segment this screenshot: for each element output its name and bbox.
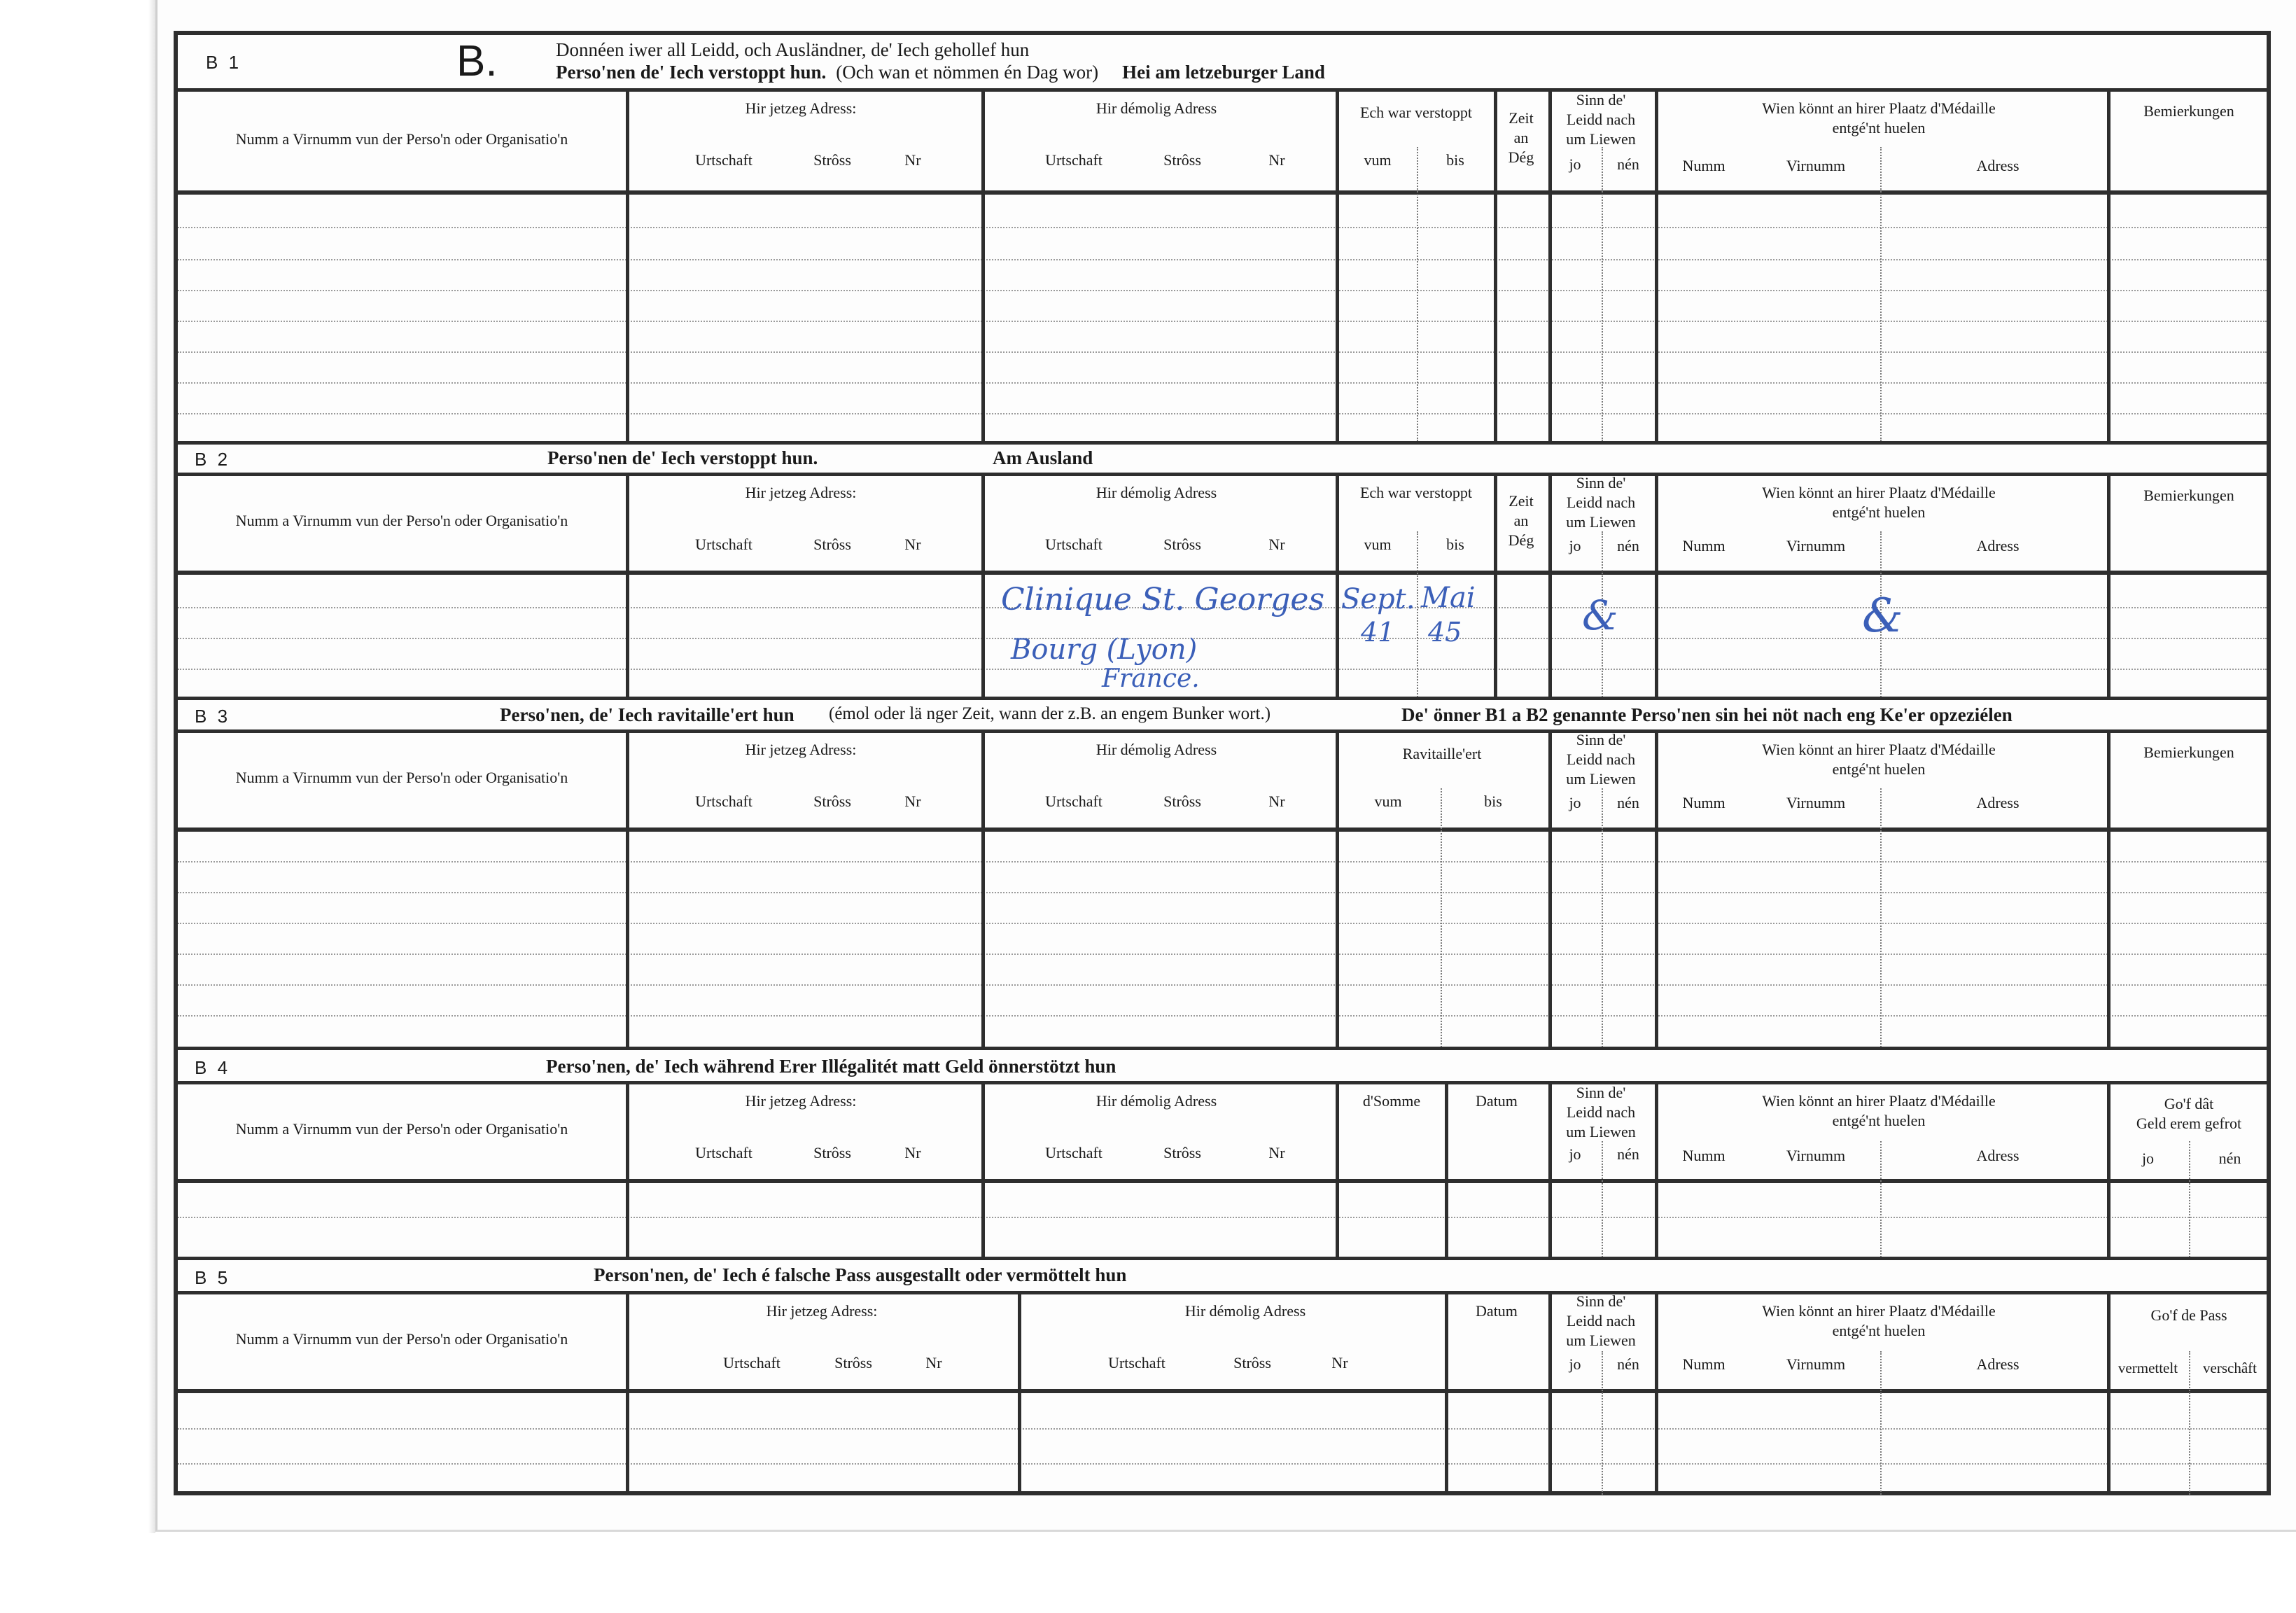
- b4-column-header: [178, 1081, 2267, 1183]
- b5-numm: Numm: [1682, 1355, 1726, 1373]
- b4-stross-2: Strôss: [1163, 1144, 1201, 1161]
- b2-column-header: [178, 473, 2267, 575]
- b3-stross-2: Strôss: [1163, 792, 1201, 810]
- header-line2-end: Hei am letzeburger Land: [1122, 62, 1325, 83]
- b1-nen: nén: [1617, 155, 1639, 173]
- b1-an: an: [1513, 129, 1529, 146]
- section-label-b2: B 2: [195, 449, 231, 470]
- b3-bemierkungen: Bemierkungen: [2143, 743, 2234, 761]
- b1-virnumm: Virnumm: [1786, 157, 1846, 174]
- b4-jo-2: jo: [2141, 1150, 2155, 1167]
- b2-numm-virnumm: Numm a Virnumm vun der Perso'n oder Organisatio'n: [235, 512, 568, 529]
- b4-nen-2: nén: [2218, 1150, 2241, 1167]
- b3-column-header: [178, 729, 2267, 832]
- b1-nr-1: Nr: [904, 151, 921, 169]
- section-letter: B.: [456, 37, 498, 85]
- b4-wien-1: Wien könnt an hirer Plaatz d'Médaille: [1762, 1092, 1996, 1110]
- b3-urtschaft-1: Urtschaft: [695, 792, 752, 810]
- b5-verschaft: verschâft: [2203, 1360, 2257, 1376]
- b2-jo: jo: [1569, 537, 1581, 554]
- b5-nr-1: Nr: [925, 1354, 942, 1371]
- b1-nr-2: Nr: [1268, 151, 1285, 169]
- b4-wien-2: entgé'nt huelen: [1832, 1112, 1926, 1129]
- b4-hir-demolig: Hir démolig Adress: [1096, 1092, 1217, 1110]
- b1-stross-1: Strôss: [813, 151, 851, 169]
- section-label-b3: B 3: [195, 706, 231, 727]
- b1-hir-demolig: Hir démolig Adress: [1096, 99, 1217, 117]
- b5-nr-2: Nr: [1331, 1354, 1348, 1371]
- b5-liewen: um Liewen: [1566, 1332, 1636, 1349]
- b5-leidd: Leidd nach: [1566, 1312, 1636, 1329]
- b4-adress: Adress: [1976, 1147, 2019, 1164]
- b1-wien-2: entgé'nt huelen: [1832, 119, 1926, 137]
- b4-numm-virnumm: Numm a Virnumm vun der Perso'n oder Organisatio'n: [235, 1120, 568, 1138]
- b2-location: Am Ausland: [993, 447, 1093, 468]
- b2-hir-demolig: Hir démolig Adress: [1096, 484, 1217, 501]
- b1-adress: Adress: [1976, 157, 2019, 174]
- b5-column-header: [178, 1291, 2267, 1393]
- header-line2-rest: (Och wan et nömmen én Dag wor): [836, 62, 1099, 83]
- b3-jo: jo: [1569, 794, 1581, 811]
- section-label-b1: B 1: [206, 52, 242, 73]
- b3-nen: nén: [1617, 794, 1639, 811]
- b5-urtschaft-1: Urtschaft: [723, 1354, 780, 1371]
- b2-nr-1: Nr: [904, 536, 921, 553]
- b5-numm-virnumm: Numm a Virnumm vun der Perso'n oder Organisatio'n: [235, 1330, 568, 1348]
- b3-wien-1: Wien könnt an hirer Plaatz d'Médaille: [1762, 741, 1996, 758]
- b4-stross-1: Strôss: [813, 1144, 851, 1161]
- b1-deg: Dég: [1508, 148, 1534, 166]
- b4-title: Perso'nen, de' Iech während Erer Illégalitét matt Geld önnerstötzt hun: [546, 1056, 1116, 1077]
- b4-nr-1: Nr: [904, 1144, 921, 1161]
- b1-hir-jetzeg: Hir jetzeg Adress:: [745, 99, 857, 117]
- b2-vum: vum: [1364, 536, 1392, 553]
- b4-leidd: Leidd nach: [1566, 1103, 1636, 1121]
- b1-vum: vum: [1364, 151, 1392, 169]
- b1-liewen: um Liewen: [1566, 130, 1636, 148]
- b5-hir-jetzeg: Hir jetzeg Adress:: [766, 1302, 878, 1320]
- b2-stross-2: Strôss: [1163, 536, 1201, 553]
- b3-liewen: um Liewen: [1566, 770, 1636, 788]
- b3-note: (émol oder lä nger Zeit, wann der z.B. an engem Bunker wort.): [829, 704, 1271, 723]
- b2-zeit: Zeit: [1508, 492, 1534, 510]
- b4-nr-2: Nr: [1268, 1144, 1285, 1161]
- b1-sinn: Sinn de': [1576, 91, 1626, 109]
- b1-urtschaft-2: Urtschaft: [1045, 151, 1102, 169]
- b4-sinn: Sinn de': [1576, 1084, 1626, 1101]
- b5-wien-2: entgé'nt huelen: [1832, 1322, 1926, 1339]
- b3-stross-1: Strôss: [813, 792, 851, 810]
- b3-urtschaft-2: Urtschaft: [1045, 792, 1102, 810]
- b3-wien-2: entgé'nt huelen: [1832, 760, 1926, 778]
- b2-hir-jetzeg: Hir jetzeg Adress:: [745, 484, 857, 501]
- hw-place-line3: France.: [1102, 664, 1200, 693]
- b3-bis: bis: [1484, 792, 1502, 810]
- hw-from-year: 41: [1361, 617, 1395, 648]
- b3-nr-1: Nr: [904, 792, 921, 810]
- b3-note2: De' önner B1 a B2 genannte Perso'nen sin hei nöt nach eng Ke'er opzeziélen: [1401, 704, 2012, 725]
- b1-urtschaft-1: Urtschaft: [695, 151, 752, 169]
- b4-datum: Datum: [1476, 1092, 1518, 1110]
- hw-mark-nen: &: [1582, 592, 1618, 639]
- section-b5: [178, 1257, 2267, 1495]
- paper-edge-shadow: [148, 0, 155, 1533]
- b1-numm-virnumm: Numm a Virnumm vun der Perso'n oder Organisatio'n: [235, 130, 568, 148]
- b2-bemierkungen: Bemierkungen: [2143, 487, 2234, 504]
- b2-wien-1: Wien könnt an hirer Plaatz d'Médaille: [1762, 484, 1996, 501]
- hw-to-month: Mai: [1421, 582, 1476, 614]
- header-line2-bold: Perso'nen de' Iech verstoppt hun.: [556, 62, 827, 83]
- b2-nr-2: Nr: [1268, 536, 1285, 553]
- hw-to-year: 45: [1428, 617, 1462, 648]
- b3-leidd: Leidd nach: [1566, 750, 1636, 768]
- section-b3: [178, 697, 2267, 1050]
- b2-bis: bis: [1446, 536, 1464, 553]
- b5-vermettelt: vermettelt: [2118, 1360, 2178, 1376]
- b4-urtschaft-1: Urtschaft: [695, 1144, 752, 1161]
- b5-virnumm: Virnumm: [1786, 1355, 1846, 1373]
- b4-virnumm: Virnumm: [1786, 1147, 1846, 1164]
- b3-hir-demolig: Hir démolig Adress: [1096, 741, 1217, 758]
- b5-urtschaft-2: Urtschaft: [1108, 1354, 1166, 1371]
- b5-datum: Datum: [1476, 1302, 1518, 1320]
- b5-stross-1: Strôss: [834, 1354, 872, 1371]
- b4-urtschaft-2: Urtschaft: [1045, 1144, 1102, 1161]
- b3-virnumm: Virnumm: [1786, 794, 1846, 811]
- section-b1: [178, 35, 2267, 441]
- b5-stross-2: Strôss: [1233, 1354, 1271, 1371]
- form-b: [174, 31, 2271, 1495]
- b4-gof-dat: Go'f dât: [2164, 1095, 2214, 1112]
- b1-jo: jo: [1569, 155, 1581, 173]
- b2-ech-war: Ech war verstoppt: [1359, 484, 1473, 501]
- b2-numm: Numm: [1682, 537, 1726, 554]
- b4-hir-jetzeg: Hir jetzeg Adress:: [745, 1092, 857, 1110]
- b5-gof-pass: Go'f de Pass: [2150, 1306, 2227, 1324]
- b3-numm: Numm: [1682, 794, 1726, 811]
- b4-jo: jo: [1569, 1145, 1581, 1163]
- b5-sinn: Sinn de': [1576, 1292, 1626, 1310]
- b3-title: Perso'nen, de' Iech ravitaille'ert hun: [500, 704, 794, 725]
- b5-nen: nén: [1617, 1355, 1639, 1373]
- b2-urtschaft-1: Urtschaft: [695, 536, 752, 553]
- b2-leidd: Leidd nach: [1566, 494, 1636, 511]
- b2-stross-1: Strôss: [813, 536, 851, 553]
- b5-title: Person'nen, de' Iech é falsche Pass ausgestallt oder vermöttelt hun: [594, 1264, 1127, 1285]
- b1-column-header: [178, 88, 2267, 195]
- b3-numm-virnumm: Numm a Virnumm vun der Perso'n oder Organisatio'n: [235, 769, 568, 786]
- b2-adress: Adress: [1976, 537, 2019, 554]
- b5-adress: Adress: [1976, 1355, 2019, 1373]
- b2-virnumm: Virnumm: [1786, 537, 1846, 554]
- b2-urtschaft-2: Urtschaft: [1045, 536, 1102, 553]
- header-line2: [556, 62, 1325, 83]
- section-label-b5: B 5: [195, 1267, 231, 1288]
- b2-nen: nén: [1617, 537, 1639, 554]
- b1-leidd: Leidd nach: [1566, 111, 1636, 128]
- b1-ech-war: Ech war verstoppt: [1359, 104, 1473, 121]
- b2-an: an: [1513, 512, 1529, 529]
- b5-wien-1: Wien könnt an hirer Plaatz d'Médaille: [1762, 1302, 1996, 1320]
- b1-numm: Numm: [1682, 157, 1726, 174]
- b3-vum: vum: [1374, 792, 1402, 810]
- section-label-b4: B 4: [195, 1057, 231, 1078]
- b3-ravitailleert: Ravitaille'ert: [1402, 745, 1482, 762]
- b1-bis: bis: [1446, 151, 1464, 169]
- section-b4: [178, 1047, 2267, 1260]
- b3-nr-2: Nr: [1268, 792, 1285, 810]
- b2-wien-2: entgé'nt huelen: [1832, 503, 1926, 521]
- b5-hir-demolig: Hir démolig Adress: [1184, 1302, 1306, 1320]
- b2-deg: Dég: [1508, 531, 1534, 549]
- b1-stross-2: Strôss: [1163, 151, 1201, 169]
- b5-jo: jo: [1569, 1355, 1581, 1373]
- section-b2: [178, 441, 2267, 700]
- b1-bemierkungen: Bemierkungen: [2143, 102, 2234, 120]
- header-line1: Donnéen iwer all Leidd, och Ausländner, de' Iech gehollef hun: [556, 39, 1030, 60]
- hw-mark-wien: &: [1862, 589, 1903, 643]
- b1-zeit: Zeit: [1508, 109, 1534, 127]
- b2-liewen: um Liewen: [1566, 513, 1636, 531]
- b4-numm: Numm: [1682, 1147, 1726, 1164]
- b1-wien-1: Wien könnt an hirer Plaatz d'Médaille: [1762, 99, 1996, 117]
- b3-sinn: Sinn de': [1576, 731, 1626, 748]
- b3-hir-jetzeg: Hir jetzeg Adress:: [745, 741, 857, 758]
- b4-nen: nén: [1617, 1145, 1639, 1163]
- b3-adress: Adress: [1976, 794, 2019, 811]
- b4-geld-erem: Geld erem gefrot: [2136, 1115, 2242, 1132]
- b2-sinn: Sinn de': [1576, 474, 1626, 491]
- b4-dsomme: d'Somme: [1362, 1092, 1421, 1110]
- hw-place-line1: Clinique St. Georges: [1001, 582, 1325, 617]
- hw-place-line2: Bourg (Lyon): [1011, 634, 1198, 666]
- b2-title: Perso'nen de' Iech verstoppt hun.: [547, 447, 818, 468]
- b4-liewen: um Liewen: [1566, 1123, 1636, 1140]
- hw-from-month: Sept.: [1341, 583, 1415, 615]
